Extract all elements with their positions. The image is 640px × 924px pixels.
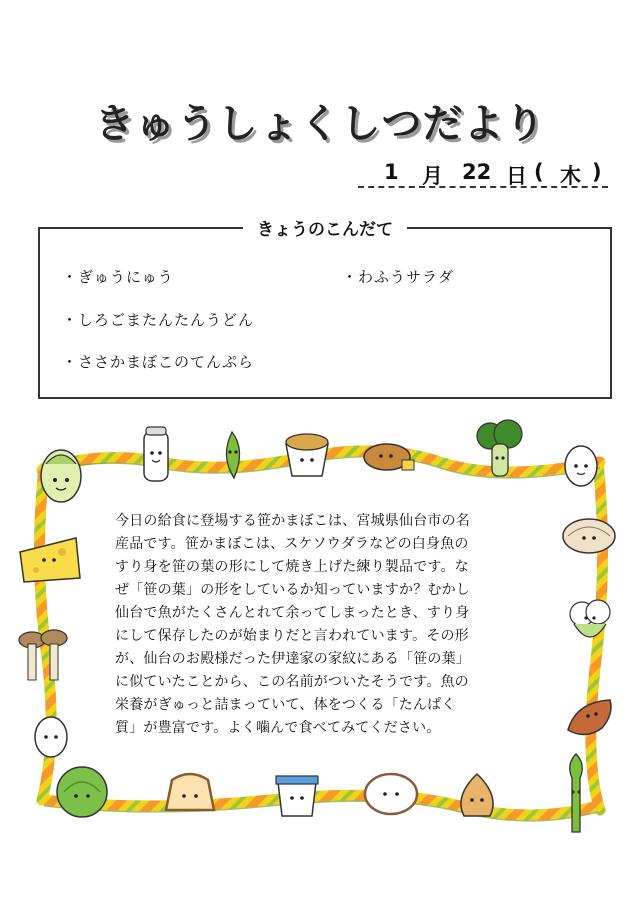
date-weekday: 木 <box>560 164 581 188</box>
lettuce-character-icon <box>50 762 114 820</box>
story-line: 質」が豊富です。よく噛んで食べてみてください。 <box>115 720 441 736</box>
story-text <box>115 510 525 740</box>
onion-character-icon <box>452 770 502 822</box>
menu-item-salad: ・わふうサラダ <box>342 268 454 286</box>
okra-character-icon <box>214 430 250 480</box>
rice-bowl-character-icon <box>362 772 420 820</box>
newsletter-title: きゅうしょくしつだより <box>94 101 546 147</box>
bread-character-icon <box>362 440 416 474</box>
clam-character-icon <box>560 512 618 556</box>
egg-character-icon <box>562 442 600 488</box>
menu-item-milk: ・ぎゅうにゅう <box>62 268 174 286</box>
story-line: 栄養がぎゅっと詰まっていて、体をつくる「たんぱく <box>115 697 456 713</box>
natto-character-icon <box>282 428 332 480</box>
shimeji-character-icon <box>14 626 74 688</box>
story-line: 産品です。笹かまぼこは、スケソウダラなどの白身魚の <box>115 536 469 552</box>
story-line: ぜ「笹の葉」の形をしているか知っていますか？むかし <box>115 582 470 598</box>
cheese-character-icon <box>16 530 84 588</box>
date-month: 1 <box>384 160 399 184</box>
milk-character-icon <box>136 425 176 485</box>
menu-heading: きょうのこんだて <box>243 220 407 240</box>
story-line: 今日の給食に登場する笹かまぼこは、宮城県仙台市の名 <box>115 513 470 529</box>
menu-item-udon: ・しろごまたんたんうどん <box>62 311 255 329</box>
cabbage-character-icon <box>36 444 86 506</box>
toast-character-icon <box>160 768 220 818</box>
yogurt-character-icon <box>272 770 322 820</box>
broccoli-character-icon <box>472 418 528 480</box>
date-month-unit: 月 <box>422 164 443 188</box>
menu-item-tempura: ・ささかまぼこのてんぷら <box>62 353 255 371</box>
egg-small-character-icon <box>30 712 72 760</box>
cauliflower-character-icon <box>566 596 614 652</box>
story-line: にして保存したのが始まりだと言われています。その形 <box>115 628 469 644</box>
story-line: が、仙台のお殿様だった伊達家の家紋にある「笹の葉」 <box>115 651 470 667</box>
story-line: に似ていたことから、この名前がついたそうです。魚の <box>115 674 469 690</box>
sausage-character-icon <box>562 694 616 740</box>
date-day: 22 <box>462 160 492 184</box>
date-close-paren: ) <box>592 160 602 184</box>
date-open-paren: ( <box>534 160 544 184</box>
date-day-unit: 日 <box>506 164 527 188</box>
asparagus-character-icon <box>560 752 592 836</box>
story-line: すり身を笹の葉の形にして焼き上げた練り製品です。な <box>115 559 469 575</box>
story-line: 仙台で魚がたくさんとれて余ってしまったとき、すり身 <box>115 605 470 621</box>
